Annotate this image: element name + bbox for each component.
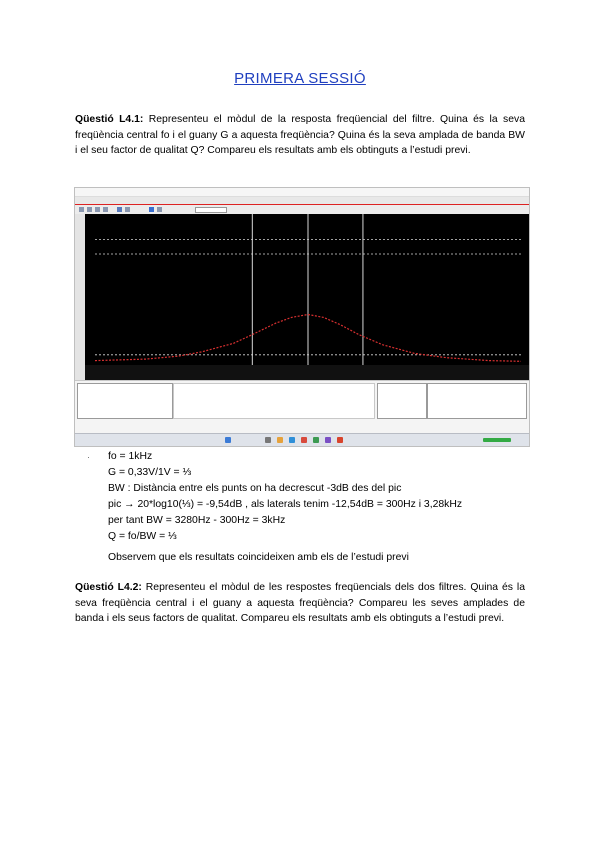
question-label: Qüestió L4.2: [75, 582, 142, 593]
results-list [108, 449, 528, 545]
result-line: G = 0,33V/1V = ⅓ [108, 467, 192, 478]
app-icon [337, 437, 343, 443]
window-title-bar [75, 188, 529, 197]
app-icon [313, 437, 319, 443]
probe-icon [157, 207, 162, 212]
list-bullet: · [87, 452, 90, 462]
taskbar [75, 433, 529, 447]
page-title: PRIMERA SESSIÓ [234, 70, 366, 87]
result-line: per tant BW = 3280Hz - 300Hz = 3kHz [108, 515, 286, 526]
question-label: Qüestió L4.1: [75, 114, 144, 125]
tool-sidebar [75, 214, 85, 380]
run-icon [149, 207, 154, 212]
save-icon [95, 207, 100, 212]
log-panel [77, 383, 173, 419]
folder-icon [277, 437, 283, 443]
app-icon [301, 437, 307, 443]
x-axis-strip [85, 365, 529, 380]
new-file-icon [79, 207, 84, 212]
result-line: pic → 20*log10(⅓) = -9,54dB , als laterals tenim -12,54dB = 300Hz i 3,28kHz [108, 499, 463, 510]
cursor-panel [427, 383, 527, 419]
frequency-plot [85, 214, 529, 380]
plot-area [85, 214, 529, 380]
selector-box [195, 207, 227, 213]
question-l42 [75, 580, 525, 627]
probe-panel [377, 383, 427, 419]
observation: Observem que els resultats coincideixen amb els de l’estudi previ [108, 552, 409, 563]
app-icon [325, 437, 331, 443]
browser-icon [289, 437, 295, 443]
start-icon [225, 437, 231, 443]
output-panels [75, 380, 529, 433]
zoom-icon [117, 207, 122, 212]
menu-bar [75, 197, 529, 204]
result-line: Q = fo/BW = ⅓ [108, 531, 177, 542]
print-icon [103, 207, 108, 212]
question-text: Representeu el mòdul de la resposta freqüencial del filtre. Quina és la seva freqüència central fo i el guany G a aquesta freqüència? Quina és la seva amplada de banda BW i el seu factor de qualitat Q? Compareu els resultats amb els obtinguts a l’estudi previ. [75, 114, 525, 156]
tool-bar [75, 205, 529, 214]
cursor-icon [125, 207, 130, 212]
question-text: Representeu el mòdul de les respostes freqüencials dels dos filtres. Quina és la seva freqüència central i el guany a aquesta freqüència? Compareu les seves amplades de banda i els seus factors de qualitat. Compareu els resultats amb els obtinguts a l’estudi previ. [75, 582, 525, 624]
open-file-icon [87, 207, 92, 212]
search-icon [265, 437, 271, 443]
result-line: fo = 1kHz [108, 451, 153, 462]
battery-icon [483, 438, 511, 442]
output-panel [173, 383, 375, 419]
question-l41 [75, 112, 525, 159]
simulator-screenshot [74, 187, 530, 447]
result-line: BW : Distància entre els punts on ha decrescut -3dB des del pic [108, 483, 402, 494]
